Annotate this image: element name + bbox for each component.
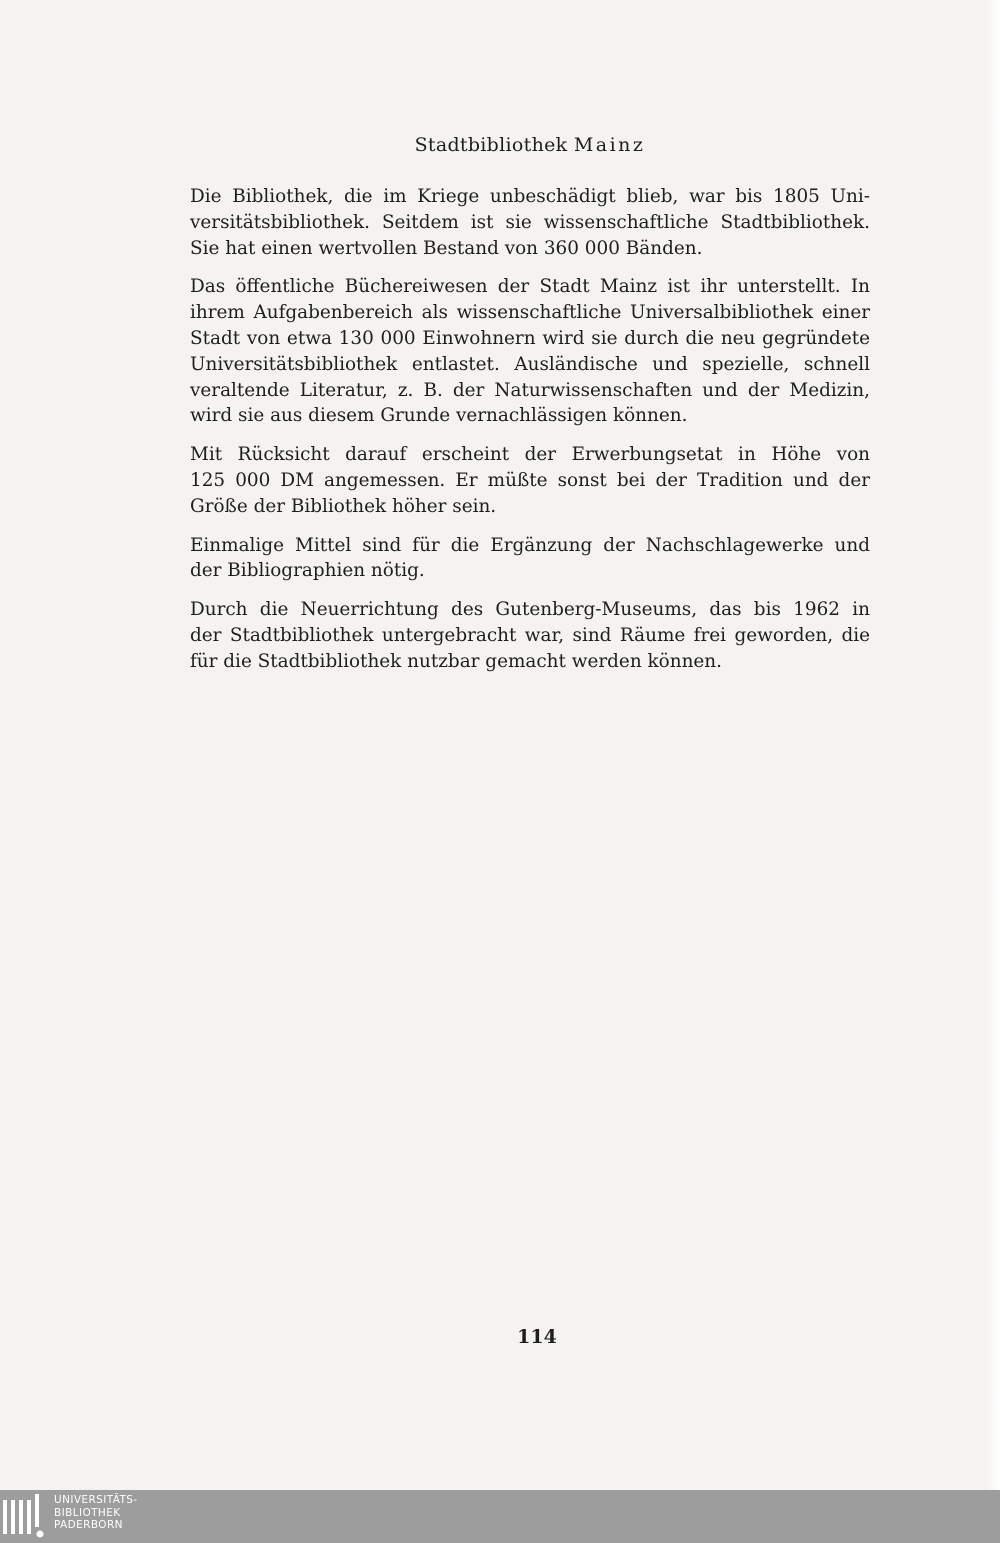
text-line: veraltende Literatur, z. B. der Naturwissenschaften und der Medizin, xyxy=(190,379,870,401)
text-line: Die Bibliothek, die im Kriege unbeschädigt blieb, war bis 1805 Uni- xyxy=(190,186,870,207)
text-line: Stadt von etwa 130 000 Einwohnern wird sie durch die neu gegründete xyxy=(190,327,870,349)
text-line: Größe der Bibliothek höher sein. xyxy=(190,495,497,517)
paragraph xyxy=(190,274,870,429)
paragraph xyxy=(190,533,870,585)
text-line: Universitätsbibliothek entlastet. Ausländische und spezielle, schnell xyxy=(190,353,870,375)
text-line: der Stadtbibliothek untergebracht war, sind Räume frei geworden, die xyxy=(190,624,870,646)
logo-line: PADERBORN xyxy=(54,1519,123,1531)
page-edge xyxy=(986,0,1000,1490)
paragraph xyxy=(190,597,870,674)
footer-band xyxy=(0,1490,1000,1543)
text-line: für die Stadtbibliothek nutzbar gemacht werden können. xyxy=(190,650,722,672)
university-library-logo-icon xyxy=(2,1494,46,1539)
text-line: Sie hat einen wertvollen Bestand von 360 000 Bänden. xyxy=(190,237,703,259)
text-line: wird sie aus diesem Grunde vernachlässigen können. xyxy=(190,405,688,427)
page-number: 114 xyxy=(517,1326,557,1348)
page-heading xyxy=(190,134,870,156)
body-text xyxy=(190,184,870,688)
logo-line: BIBLIOTHEK xyxy=(54,1506,121,1519)
paragraph xyxy=(190,184,870,261)
paragraph xyxy=(190,442,870,519)
text-line: Mit Rücksicht darauf erscheint der Erwerbungsetat in Höhe von xyxy=(190,444,870,466)
text-line: Das öffentliche Büchereiwesen der Stadt Mainz ist ihr unterstellt. In xyxy=(190,276,870,298)
library-logo-text xyxy=(54,1494,138,1532)
text-line: ihrem Aufgabenbereich als wissenschaftliche Universalbibliothek einer xyxy=(190,302,870,324)
text-line: versitätsbibliothek. Seitdem ist sie wissenschaftliche Stadtbibliothek. xyxy=(190,211,870,233)
text-line: Einmalige Mittel sind für die Ergänzung der Nachschlagewerke und xyxy=(190,534,870,556)
logo-line: UNIVERSITÄTS- xyxy=(54,1494,138,1506)
text-line: Durch die Neuerrichtung des Gutenberg-Museums, das bis 1962 in xyxy=(190,599,870,621)
text-line: der Bibliographien nötig. xyxy=(190,560,425,582)
heading-prefix: Stadtbibliothek xyxy=(414,134,574,156)
text-line: 125 000 DM angemessen. Er müßte sonst bei der Tradition und der xyxy=(190,469,870,491)
heading-city: Mainz xyxy=(573,134,646,156)
